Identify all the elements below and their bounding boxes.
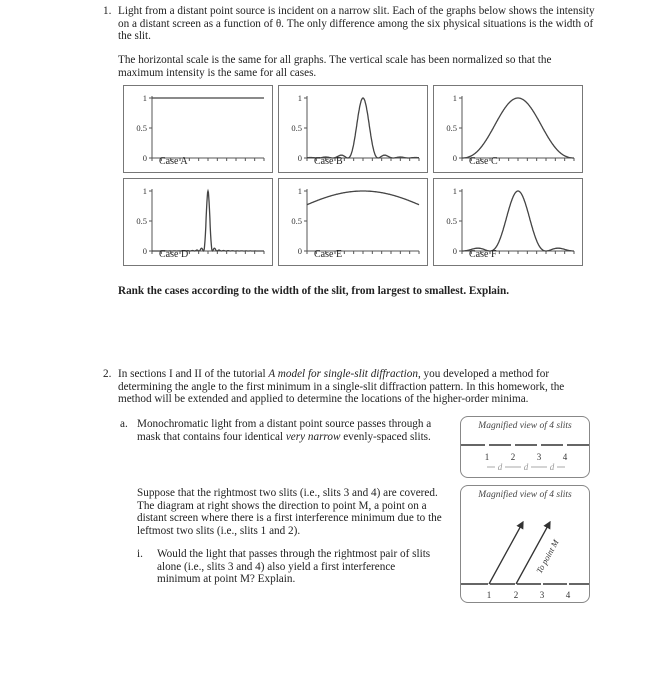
box-title: Magnified view of 4 slits (478, 421, 572, 431)
slit-number: 1 (484, 452, 490, 462)
suppose-text: Suppose that the rightmost two slits (i.e., slits 3 and 4) are covered. The diagram at right shows the direction to point M, a point on a distant screen where there is a first interference minimum due to the leftmost two slits (i.e., slits 1 and 2). (137, 487, 442, 537)
q2-intro (118, 368, 596, 406)
intensity-curve (462, 98, 574, 158)
intensity-curve (462, 191, 574, 251)
part-a-text (137, 418, 449, 443)
emphasis: very narrow (285, 430, 341, 443)
direction-diagram (461, 502, 589, 602)
box-title: Magnified view of 4 slits (478, 490, 572, 500)
part-i-label: i. (137, 548, 143, 560)
q2-number: 2. (103, 368, 112, 380)
y-tick-label: 0.5 (136, 216, 147, 226)
q1-text: Light from a distant point source is incident on a narrow slit. Each of the graphs below shows the intensity on a distant screen as a function of θ. The only difference among the six physical situations is the width of the slit. (118, 5, 595, 42)
case-label: Case B (314, 155, 343, 167)
slit-number: 2 (510, 452, 516, 462)
y-tick-label: 0.5 (446, 123, 457, 133)
y-tick-label: 0 (297, 153, 302, 163)
intensity-curve (307, 98, 419, 158)
q1-prompt: Rank the cases according to the width of the slit, from largest to smallest. Explain. (118, 285, 510, 297)
graph-case-b (278, 85, 428, 173)
case-label: Case D (159, 248, 189, 260)
intensity-curve (307, 191, 419, 205)
graph-case-a (123, 85, 273, 173)
graph-case-c (433, 85, 583, 173)
case-label: Case A (159, 155, 188, 167)
graph-case-d (123, 178, 273, 266)
y-tick-label: 0.5 (446, 216, 457, 226)
q1-number: 1. (103, 5, 112, 17)
y-tick-label: 1 (452, 186, 457, 196)
intensity-curve (152, 191, 264, 251)
slit-number: 2 (513, 590, 519, 600)
graph-case-f (433, 178, 583, 266)
slit-number: 4 (562, 452, 568, 462)
tutorial-title: A model for single-slit diffraction (268, 368, 418, 380)
part-i-text: Would the light that passes through the rightmost pair of slits alone (i.e., slits 3 and 4) also yield a first interference minimum at point M? Explain. (157, 548, 431, 585)
spacing-label: d (549, 462, 555, 472)
case-label: Case C (469, 155, 498, 167)
y-tick-label: 1 (297, 93, 302, 103)
intensity-graphs (123, 85, 583, 266)
case-label: Case E (314, 248, 343, 260)
slit-number: 1 (486, 590, 492, 600)
slit-diagram-1 (460, 416, 590, 478)
slit-number: 3 (536, 452, 542, 462)
y-tick-label: 0 (297, 246, 302, 256)
y-tick-label: 1 (142, 186, 147, 196)
y-tick-label: 1 (142, 93, 147, 103)
spacing-label: d (497, 462, 503, 472)
case-label: Case F (469, 248, 497, 260)
y-tick-label: 0.5 (291, 216, 302, 226)
slits-mask-icon (461, 433, 589, 477)
y-tick-label: 0.5 (291, 123, 302, 133)
y-tick-label: 1 (297, 186, 302, 196)
spacing-label: d (523, 462, 529, 472)
intro-text: In sections I and II of the tutorial (118, 368, 269, 380)
y-tick-label: 0.5 (136, 123, 147, 133)
slit-diagram-2 (460, 485, 590, 603)
graph-case-e (278, 178, 428, 266)
y-tick-label: 0 (452, 153, 457, 163)
y-tick-label: 0 (452, 246, 457, 256)
y-tick-label: 0 (142, 153, 147, 163)
slit-number: 3 (539, 590, 545, 600)
text: evenly-spaced slits. (340, 430, 431, 443)
y-tick-label: 0 (142, 246, 147, 256)
intro-text: , you developed a method for determining the angle to the first minimum in a single-slit diffraction pattern. In this homework, the method will be extended and applied to determine the locations of the higher-order minima. (118, 368, 565, 405)
part-a-label: a. (120, 418, 128, 430)
slit-number: 4 (565, 590, 571, 600)
q1-text2: The horizontal scale is the same for all graphs. The vertical scale has been normalized so that the maximum intensity is the same for all cases. (118, 54, 552, 79)
y-tick-label: 1 (452, 93, 457, 103)
arrow-label: To point M (534, 537, 561, 575)
text: Monochromatic light from a distant point source passes through a mask that contains four identical (137, 418, 432, 443)
